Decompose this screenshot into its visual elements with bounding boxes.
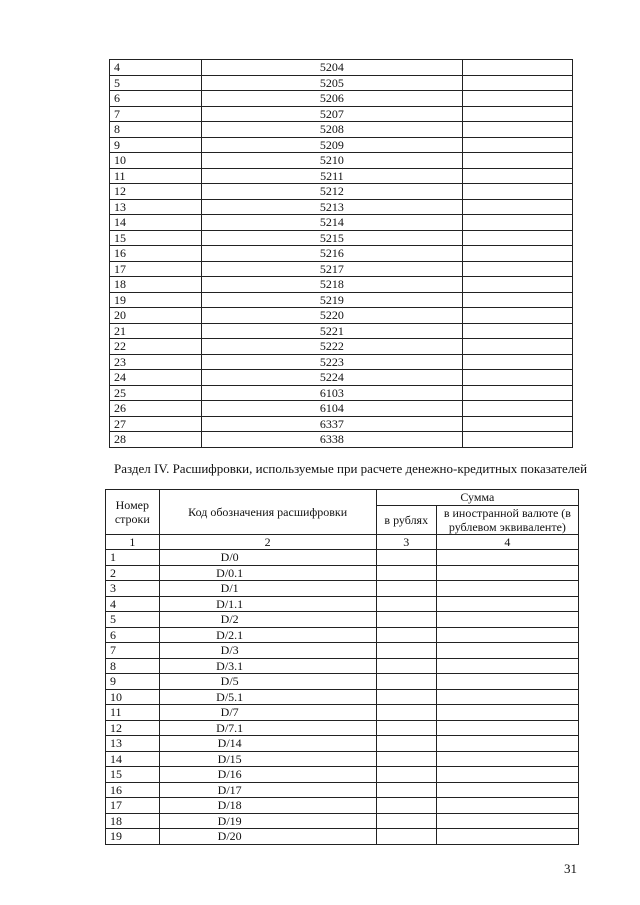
table-row (110, 60, 573, 76)
foreign-currency-cell (436, 612, 578, 628)
row-number-cell: 13 (110, 199, 202, 215)
header-row (106, 490, 579, 506)
foreign-currency-cell (436, 596, 578, 612)
table-row (106, 658, 579, 674)
rubles-cell (376, 705, 436, 721)
table-row (106, 736, 579, 752)
code-cell: D/7 (159, 705, 376, 721)
row-number-cell: 6 (110, 91, 202, 107)
value-cell (463, 354, 573, 370)
row-number-cell: 21 (110, 323, 202, 339)
row-number-cell: 4 (110, 60, 202, 76)
decoding-table-body (106, 550, 579, 845)
code-cell: 5218 (201, 277, 462, 293)
code-cell: D/2 (159, 612, 376, 628)
foreign-currency-cell (436, 565, 578, 581)
page-number: 31 (564, 861, 577, 876)
row-number-cell: 27 (110, 416, 202, 432)
code-cell: D/17 (159, 782, 376, 798)
rubles-cell (376, 612, 436, 628)
row-number-cell: 6 (106, 627, 160, 643)
code-cell: 6104 (201, 401, 462, 417)
code-cell: D/15 (159, 751, 376, 767)
table-row (110, 354, 573, 370)
rubles-cell (376, 798, 436, 814)
foreign-currency-cell (436, 829, 578, 845)
table-row (110, 230, 573, 246)
code-cell: 6103 (201, 385, 462, 401)
table-row (110, 339, 573, 355)
table-row (106, 565, 579, 581)
header-row-number: Номер строки (106, 490, 160, 535)
value-cell (463, 323, 573, 339)
rubles-cell (376, 829, 436, 845)
row-number-cell: 9 (110, 137, 202, 153)
rubles-cell (376, 643, 436, 659)
rubles-cell (376, 767, 436, 783)
code-cell: 5215 (201, 230, 462, 246)
code-cell: 5214 (201, 215, 462, 231)
row-number-cell: 2 (106, 565, 160, 581)
code-cell: D/3.1 (159, 658, 376, 674)
table-row (110, 277, 573, 293)
row-number-cell: 18 (110, 277, 202, 293)
code-cell: 5219 (201, 292, 462, 308)
row-number-cell: 3 (106, 581, 160, 597)
foreign-currency-cell (436, 720, 578, 736)
value-cell (463, 91, 573, 107)
table-row (110, 184, 573, 200)
header-rubles: в рублях (376, 505, 436, 534)
rubles-cell (376, 596, 436, 612)
table-row (110, 308, 573, 324)
table-row (110, 75, 573, 91)
code-cell: 5204 (201, 60, 462, 76)
code-cell: D/14 (159, 736, 376, 752)
value-cell (463, 432, 573, 448)
row-number-cell: 8 (106, 658, 160, 674)
value-cell (463, 215, 573, 231)
rubles-cell (376, 550, 436, 566)
row-number-cell: 24 (110, 370, 202, 386)
table-row (110, 370, 573, 386)
table-row (106, 612, 579, 628)
code-cell: 5220 (201, 308, 462, 324)
row-number-cell: 22 (110, 339, 202, 355)
value-cell (463, 370, 573, 386)
table-row (110, 137, 573, 153)
section-title: Раздел IV. Расшифровки, используемые при расчете денежно-кредитных показателей (114, 461, 588, 476)
value-cell (463, 401, 573, 417)
table-row (110, 122, 573, 138)
header-foreign: в иностранной валюте (в рублевом эквиваленте) (436, 505, 578, 534)
row-number-cell: 1 (106, 550, 160, 566)
table-row (106, 829, 579, 845)
table-row (106, 813, 579, 829)
row-number-cell: 20 (110, 308, 202, 324)
foreign-currency-cell (436, 658, 578, 674)
row-number-cell: 9 (106, 674, 160, 690)
rubles-cell (376, 658, 436, 674)
rubles-cell (376, 581, 436, 597)
value-cell (463, 122, 573, 138)
table-row (110, 246, 573, 262)
rubles-cell (376, 689, 436, 705)
foreign-currency-cell (436, 581, 578, 597)
foreign-currency-cell (436, 689, 578, 705)
code-cell: D/18 (159, 798, 376, 814)
row-number-cell: 23 (110, 354, 202, 370)
column-number: 4 (436, 534, 578, 550)
foreign-currency-cell (436, 643, 578, 659)
code-cell: 6338 (201, 432, 462, 448)
foreign-currency-cell (436, 736, 578, 752)
row-number-cell: 11 (110, 168, 202, 184)
table-row (106, 751, 579, 767)
table-row (106, 689, 579, 705)
row-number-cell: 10 (110, 153, 202, 169)
table-row (110, 261, 573, 277)
row-number-cell: 14 (106, 751, 160, 767)
value-cell (463, 184, 573, 200)
row-number-cell: 17 (110, 261, 202, 277)
foreign-currency-cell (436, 782, 578, 798)
code-cell: D/5.1 (159, 689, 376, 705)
table-row (110, 153, 573, 169)
row-number-cell: 16 (110, 246, 202, 262)
row-number-cell: 10 (106, 689, 160, 705)
value-cell (463, 137, 573, 153)
row-number-cell: 25 (110, 385, 202, 401)
value-cell (463, 416, 573, 432)
table-row (110, 292, 573, 308)
table-row (110, 168, 573, 184)
code-cell: 5207 (201, 106, 462, 122)
row-number-cell: 5 (106, 612, 160, 628)
table-row (110, 91, 573, 107)
column-number-row (106, 534, 579, 550)
code-cell: 5222 (201, 339, 462, 355)
code-cell: D/7.1 (159, 720, 376, 736)
row-number-cell: 7 (110, 106, 202, 122)
header-code: Код обозначения расшифровки (159, 490, 376, 535)
code-cell: D/0.1 (159, 565, 376, 581)
balance-codes-table-body (110, 60, 573, 448)
table-row (110, 432, 573, 448)
foreign-currency-cell (436, 767, 578, 783)
table-row (110, 215, 573, 231)
rubles-cell (376, 674, 436, 690)
row-number-cell: 28 (110, 432, 202, 448)
table-row (106, 550, 579, 566)
row-number-cell: 16 (106, 782, 160, 798)
value-cell (463, 261, 573, 277)
value-cell (463, 292, 573, 308)
code-cell: 5223 (201, 354, 462, 370)
value-cell (463, 153, 573, 169)
code-cell: 5213 (201, 199, 462, 215)
rubles-cell (376, 720, 436, 736)
table-row (106, 627, 579, 643)
row-number-cell: 26 (110, 401, 202, 417)
row-number-cell: 13 (106, 736, 160, 752)
code-cell: D/1 (159, 581, 376, 597)
row-number-cell: 19 (106, 829, 160, 845)
value-cell (463, 60, 573, 76)
code-cell: 5211 (201, 168, 462, 184)
foreign-currency-cell (436, 705, 578, 721)
row-number-cell: 18 (106, 813, 160, 829)
row-number-cell: 15 (110, 230, 202, 246)
table-row (106, 720, 579, 736)
row-number-cell: 19 (110, 292, 202, 308)
row-number-cell: 5 (110, 75, 202, 91)
value-cell (463, 277, 573, 293)
table-row (106, 596, 579, 612)
table-row (106, 705, 579, 721)
column-number: 2 (159, 534, 376, 550)
foreign-currency-cell (436, 550, 578, 566)
value-cell (463, 308, 573, 324)
value-cell (463, 199, 573, 215)
table-row (110, 401, 573, 417)
decoding-table (105, 489, 579, 845)
table-row (106, 767, 579, 783)
table-row (106, 782, 579, 798)
foreign-currency-cell (436, 813, 578, 829)
column-number: 1 (106, 534, 160, 550)
row-number-cell: 12 (106, 720, 160, 736)
code-cell: 5206 (201, 91, 462, 107)
row-number-cell: 8 (110, 122, 202, 138)
code-cell: D/20 (159, 829, 376, 845)
row-number-cell: 12 (110, 184, 202, 200)
table-row (110, 416, 573, 432)
code-cell: D/19 (159, 813, 376, 829)
foreign-currency-cell (436, 798, 578, 814)
table-row (106, 798, 579, 814)
table-row (106, 674, 579, 690)
header-sum: Сумма (376, 490, 578, 506)
foreign-currency-cell (436, 627, 578, 643)
table-row (110, 106, 573, 122)
code-cell: 5208 (201, 122, 462, 138)
code-cell: D/3 (159, 643, 376, 659)
value-cell (463, 106, 573, 122)
value-cell (463, 168, 573, 184)
code-cell: 5216 (201, 246, 462, 262)
foreign-currency-cell (436, 751, 578, 767)
balance-codes-table (109, 59, 573, 448)
code-cell: 5221 (201, 323, 462, 339)
code-cell: 5224 (201, 370, 462, 386)
table-row (106, 643, 579, 659)
code-cell: 5212 (201, 184, 462, 200)
rubles-cell (376, 565, 436, 581)
row-number-cell: 11 (106, 705, 160, 721)
row-number-cell: 15 (106, 767, 160, 783)
code-cell: D/16 (159, 767, 376, 783)
rubles-cell (376, 782, 436, 798)
column-number: 3 (376, 534, 436, 550)
code-cell: 6337 (201, 416, 462, 432)
rubles-cell (376, 736, 436, 752)
code-cell: 5217 (201, 261, 462, 277)
rubles-cell (376, 813, 436, 829)
row-number-cell: 17 (106, 798, 160, 814)
code-cell: 5205 (201, 75, 462, 91)
code-cell: D/2.1 (159, 627, 376, 643)
code-cell: 5210 (201, 153, 462, 169)
code-cell: D/5 (159, 674, 376, 690)
value-cell (463, 385, 573, 401)
foreign-currency-cell (436, 674, 578, 690)
code-cell: 5209 (201, 137, 462, 153)
table-row (110, 199, 573, 215)
value-cell (463, 75, 573, 91)
row-number-cell: 7 (106, 643, 160, 659)
value-cell (463, 230, 573, 246)
value-cell (463, 246, 573, 262)
rubles-cell (376, 627, 436, 643)
row-number-cell: 14 (110, 215, 202, 231)
table-row (110, 323, 573, 339)
code-cell: D/0 (159, 550, 376, 566)
table-row (106, 581, 579, 597)
table-row (110, 385, 573, 401)
value-cell (463, 339, 573, 355)
rubles-cell (376, 751, 436, 767)
code-cell: D/1.1 (159, 596, 376, 612)
row-number-cell: 4 (106, 596, 160, 612)
decoding-table-header (106, 490, 579, 550)
